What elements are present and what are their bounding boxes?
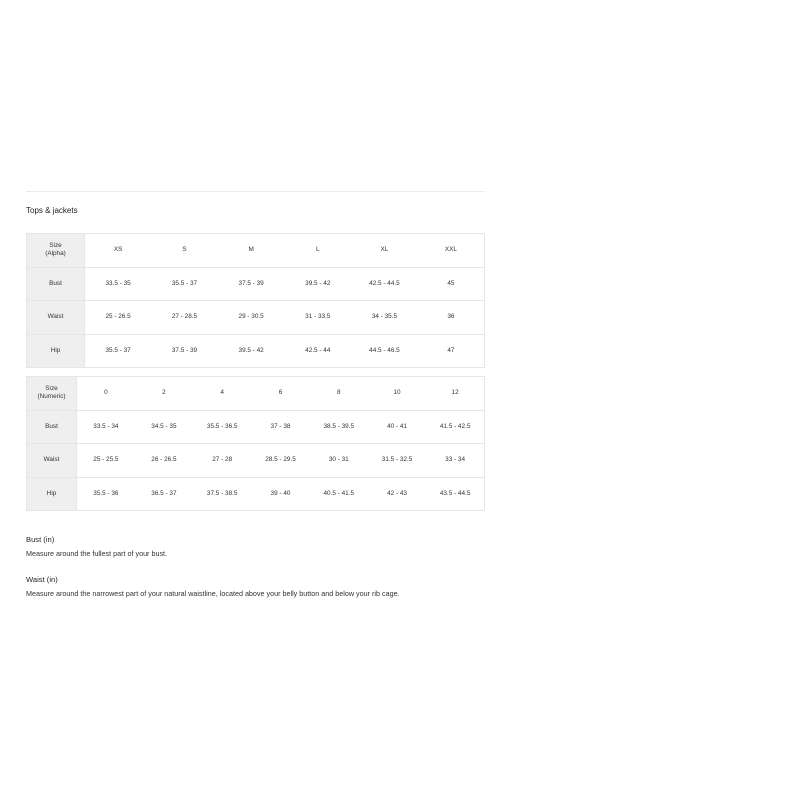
size-header-label: Size [45, 385, 58, 393]
size-column-header: 8 [310, 377, 368, 411]
table-cell: 42 - 43 [387, 489, 407, 497]
size-column-header: S [151, 234, 218, 268]
table-cell: 31 - 33.5 [284, 301, 351, 335]
table-cell: 26 - 26.5 [135, 444, 193, 478]
size-column-header: XS [85, 234, 152, 268]
bust-measurement-info [26, 535, 167, 558]
size-column-header: 4 [193, 377, 251, 411]
alpha-size-table [26, 233, 485, 368]
table-cell: 44.5 - 46.5 [369, 346, 400, 354]
table-cell: 33 - 34 [426, 444, 484, 478]
table-cell: 34.5 - 35 [135, 410, 193, 444]
table-cell: 27 - 28 [193, 444, 251, 478]
size-column-header: 2 [135, 377, 193, 411]
size-column-header: XL [351, 234, 418, 268]
table-cell: 38.5 - 39.5 [310, 410, 368, 444]
table-cell: 36.5 - 37 [151, 489, 177, 497]
table-cell: 29 - 30.5 [218, 301, 285, 335]
size-column-header: L [284, 234, 351, 268]
table-cell: 35.5 - 36 [93, 489, 119, 497]
size-column-header: 12 [426, 377, 484, 411]
table-cell: 35.5 - 36.5 [193, 410, 251, 444]
table-cell: 30 - 31 [310, 444, 368, 478]
row-label: Hip [27, 477, 77, 511]
table-cell: 40.5 - 41.5 [323, 489, 355, 497]
table-cell: 43.5 - 44.5 [439, 489, 471, 497]
size-header-label: Size [49, 242, 62, 250]
row-label: Bust [27, 267, 85, 301]
section-divider [26, 191, 485, 192]
table-cell: 31.5 - 32.5 [368, 444, 426, 478]
size-column-header: M [218, 234, 285, 268]
table-cell: 25 - 25.5 [77, 444, 135, 478]
size-header-cell [27, 234, 85, 268]
measurement-description: Measure around the narrowest part of your natural waistline, located above your belly button and below your rib cage. [26, 589, 400, 598]
measurement-title: Waist (in) [26, 575, 58, 584]
size-column-header: 6 [251, 377, 309, 411]
size-column-header: 10 [368, 377, 426, 411]
table-cell: 35.5 - 37 [105, 346, 131, 354]
table-cell: 41.5 - 42.5 [426, 410, 484, 444]
size-header-sublabel: (Numeric) [37, 393, 66, 401]
table-cell: 35.5 - 37 [151, 267, 218, 301]
table-cell: 45 [418, 267, 485, 301]
table-row [27, 267, 485, 301]
table-cell: 27 - 28.5 [151, 301, 218, 335]
table-cell: 34 - 35.5 [351, 301, 418, 335]
table-header-row [27, 234, 485, 268]
table-row [27, 444, 485, 478]
numeric-size-table [26, 376, 485, 511]
table-cell: 39.5 - 42 [238, 346, 264, 354]
table-cell: 42.5 - 44 [305, 346, 331, 354]
table-row [27, 301, 485, 335]
table-cell: 36 [418, 301, 485, 335]
row-label: Bust [27, 410, 77, 444]
table-cell: 42.5 - 44.5 [351, 267, 418, 301]
waist-measurement-info [26, 575, 400, 598]
table-cell: 37 - 38 [251, 410, 309, 444]
table-cell: 33.5 - 34 [77, 410, 135, 444]
size-header-cell [27, 377, 77, 411]
table-row [27, 410, 485, 444]
table-cell: 39 - 40 [270, 489, 291, 497]
table-cell: 33.5 - 35 [85, 267, 152, 301]
table-header-row [27, 377, 485, 411]
measurement-description: Measure around the fullest part of your bust. [26, 549, 168, 558]
table-cell: 28.5 - 29.5 [251, 444, 309, 478]
measurement-title: Bust (in) [26, 535, 55, 544]
row-label: Hip [27, 334, 85, 368]
row-label: Waist [27, 444, 77, 478]
size-header-sublabel: (Alpha) [45, 250, 66, 258]
table-cell: 39.5 - 42 [284, 267, 351, 301]
table-row [27, 334, 485, 368]
table-cell: 47 [447, 346, 455, 354]
section-title: Tops & jackets [26, 206, 78, 215]
table-row [27, 477, 485, 511]
size-column-header: 0 [77, 377, 135, 411]
table-cell: 25 - 26.5 [85, 301, 152, 335]
table-cell: 37.5 - 39 [218, 267, 285, 301]
table-cell: 37.5 - 39 [171, 346, 198, 354]
table-cell: 40 - 41 [368, 410, 426, 444]
row-label: Waist [27, 301, 85, 335]
table-cell: 37.5 - 38.5 [206, 489, 238, 497]
size-column-header: XXL [418, 234, 485, 268]
